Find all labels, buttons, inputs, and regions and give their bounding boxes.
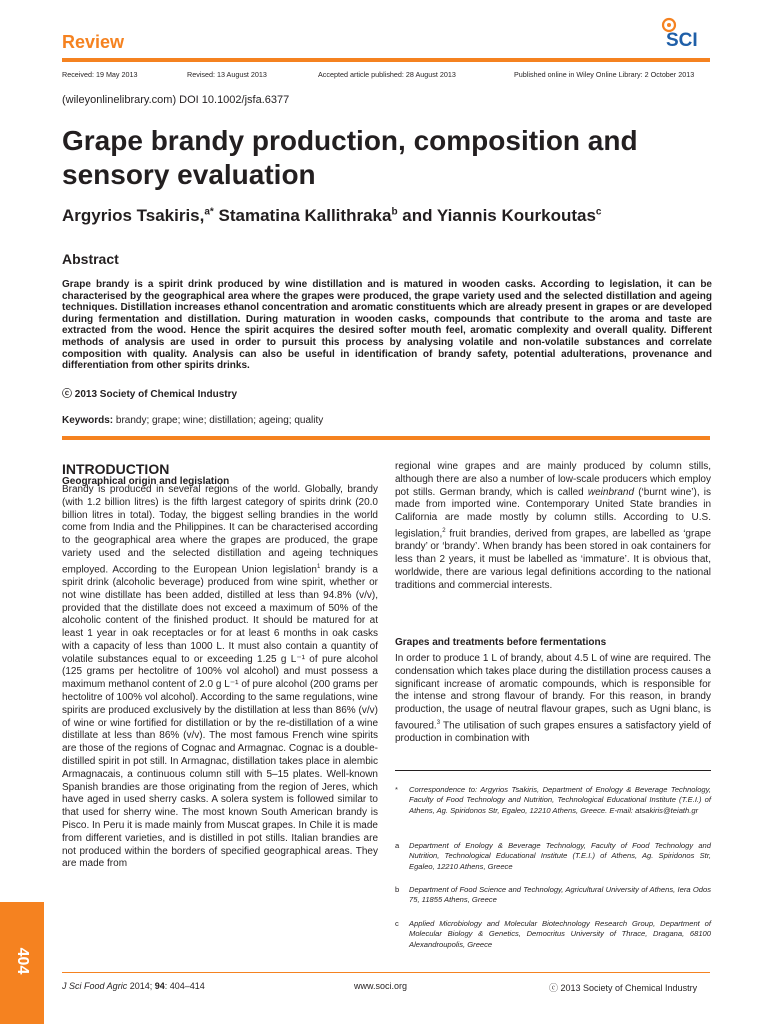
body-text: Brandy is produced in several regions of the world. Globally, brandy (with 1.2 billion litres) is the fifth largest category of spirits drink (20.0 billion litres in total). Today, the biggest selling brandies in the world come from India and the Philippines. It can be characterised according to the geographical area where the grapes are produced, the grape variety used and the selected distillation and ageing techniques employed. According to the European Union legislation bbox=[62, 484, 378, 576]
doi-line: (wileyonlinelibrary.com) DOI 10.1002/jsfa.6377 bbox=[62, 94, 290, 106]
journal-website-link[interactable]: www.soci.org bbox=[354, 981, 408, 991]
body-paragraph bbox=[62, 484, 378, 871]
footnote-affiliation bbox=[395, 841, 711, 872]
footnote-text: Department of Food Science and Technology, Agricultural University of Athens, Iera Odos 75, 11855 Athens, Greece bbox=[409, 885, 711, 905]
section-label: Review bbox=[62, 32, 125, 52]
body-text-italic: weinbrand bbox=[587, 486, 635, 498]
author-name: Argyrios Tsakiris, bbox=[62, 206, 205, 225]
journal-citation bbox=[62, 981, 205, 991]
footnote-text: Correspondence to: Argyrios Tsakiris, Department of Enology & Beverage Technology, Faculty of Food Technology and Nutrition, Technological Educational Institute (T.E.I.) of Athens, Ag. Spiridonos Str, Egaleo, 12210 Athens, Greece. E-mail: atsakiris@teiath.gr bbox=[409, 785, 711, 815]
received-date: Received: 19 May 2013 bbox=[62, 70, 138, 79]
page-number: 404 bbox=[14, 947, 31, 975]
abstract-heading: Abstract bbox=[62, 251, 119, 267]
footnote-text: Applied Microbiology and Molecular Biotechnology Research Group, Department of Molecular Biology & Genetics, Democritus University of Thrace, Dragana, 68100 Alexandroupolis, Greece bbox=[409, 919, 711, 949]
author-affil: b bbox=[391, 206, 398, 218]
author-list bbox=[62, 206, 601, 226]
body-text: The utilisation of such grapes ensures a satisfactory yield of production in combination with bbox=[395, 720, 711, 745]
footnote-affiliation bbox=[395, 919, 711, 950]
keywords-line bbox=[62, 415, 323, 426]
citation-ref: 2 bbox=[442, 527, 446, 534]
sci-logo-text: SCI bbox=[666, 30, 698, 51]
keywords-list: brandy; grape; wine; distillation; ageing; quality bbox=[113, 415, 324, 426]
body-paragraph bbox=[395, 461, 711, 592]
body-paragraph bbox=[395, 653, 711, 746]
revised-date: Revised: 13 August 2013 bbox=[187, 70, 267, 79]
journal-year: 2014; bbox=[127, 981, 155, 991]
keywords-rule bbox=[62, 436, 710, 440]
subsection-heading: Geographical origin and legislation bbox=[62, 476, 230, 487]
body-text: brandy is a spirit drink (alcoholic beverage) produced from wine spirit, whether or not wine distillate has been added, distilled at less than 94.8% (v/v), provided that the distillate does not exceed a maximum of 50% of the alcoholic content of the finished product. It should be matured for at least 1 year in oak receptacles or for at least 6 months in oak casks with a capacity of less than 1000 L. It must also contain a quantity of volatile substances equal to or exceeding 1.25 g L⁻¹ of pure alcohol (125 grams per hectolitre of 100% vol alcohol) and must possess a maximum methanol content of 2.0 g L⁻¹ of pure alcohol (200 grams per hectolitre of 100% vol alcohol). According to the same regulations, wine spirits are produced exclusively by the distillation at less than 86% (v/v) of wine or wine fortified for distillation or by the re-distillation of a wine distillate at less than 86% (v/v). The most famous French wine spirits are those of the regions of Cognac and Armagnac. Cognac is a double-distilled spirit in pot still. In Armagnac, distillation takes place in alembic Armagnacais, a continuous column still with 5–15 plates. Well-known Spanish brandies are those originating from the region of Jeres, which have aged in used sherry casks. A solera system is followed similar to that used for sherry wine. The most known South American brandy is Pisco. In Peru it is made mainly from Muscat grapes. In Chile it is made from different varieties, and is distilled in pot stills. Italian brandies are not produced within the borders of specified geographical areas. They are made from bbox=[62, 564, 378, 870]
footnote-mark: * bbox=[395, 785, 398, 794]
footnote-correspondence bbox=[395, 785, 711, 816]
footer-copyright: ⓒ 2013 Society of Chemical Industry bbox=[549, 983, 698, 993]
footnote-affiliation bbox=[395, 885, 711, 906]
section-heading: INTRODUCTION bbox=[62, 461, 170, 477]
author-affil: a* bbox=[204, 206, 214, 218]
published-date: Published online in Wiley Online Library: 2 October 2013 bbox=[514, 70, 695, 79]
header-rule bbox=[62, 58, 710, 62]
body-text: In order to produce 1 L of brandy, about 4.5 L of wine are required. The condensation which takes place during the distillation process causes a significant increase of aromatic compounds, which is responsible for the intense and strong flavour of brandy. For this reason, in brandy production, the usage of neutral flavour grapes, such as Ugni blanc, is favoured. bbox=[395, 653, 711, 732]
journal-pages: : 404–414 bbox=[164, 981, 205, 991]
body-text: (‘burnt wine’), is made from imported wine. Contemporary United State brandies in California are made mostly by column stills. According to U.S. legislation, bbox=[395, 486, 711, 540]
accepted-date: Accepted article published: 28 August 2013 bbox=[318, 70, 456, 79]
author-name: and Yiannis Kourkoutas bbox=[397, 206, 596, 225]
keywords-label: Keywords: bbox=[62, 415, 114, 426]
journal-name: J Sci Food Agric bbox=[62, 981, 128, 991]
article-title: Grape brandy production, composition and sensory evaluation bbox=[62, 125, 638, 190]
footnote-rule bbox=[395, 770, 711, 771]
abstract-text: Grape brandy is a spirit drink produced by wine distillation and is matured in wooden casks. According to legislation, it can be characterised by the geographical area where the grapes were produced, the grape variety used and the selected distillation and ageing techniques. Distillation increases ethanol concentration and aromatic constituents which are already present in grapes or are developed during fermentation and distillation. During maturation in wooden casks, compounds that contribute to the aroma and taste are extracted from the wood. Hence the spirit acquires the desired softer mouth feel, aromatic complexity and overall quality. Different methods of analysis are used in order to pursuit this process by analysing volatile and non-volatile substances and correlate composition with quality. Analysis can also be useful in identification of brandy safety, potential adulterations, provenance and differentiation from other spirits drinks. bbox=[62, 279, 712, 372]
abstract-copyright: ⓒ 2013 Society of Chemical Industry bbox=[62, 389, 238, 400]
citation-ref: 3 bbox=[436, 719, 441, 726]
body-text: fruit brandies, derived from grapes, are labelled as ‘grape brandy’ or ‘brandy’. When brandy has been stored in oak containers for less than 2 years, it must be labelled as ‘immature’. It is obvious that, worldwide, there are various legal definitions according to the national traditions and commercial interests. bbox=[395, 528, 711, 591]
subsection-heading: Grapes and treatments before fermentations bbox=[395, 637, 607, 648]
footnote-mark: a bbox=[395, 841, 400, 850]
citation-ref: 1 bbox=[316, 563, 321, 570]
footer-rule bbox=[62, 972, 710, 973]
footnote-mark: b bbox=[395, 885, 400, 894]
author-affil: c bbox=[595, 206, 602, 218]
author-name: Stamatina Kallithraka bbox=[213, 206, 392, 225]
footnote-mark: c bbox=[395, 919, 399, 928]
journal-volume: 94 bbox=[154, 981, 165, 991]
footnote-text: Department of Enology & Beverage Technology, Faculty of Food Technology and Nutrition, Technological Educational Institute (T.E.I.) of Athens, Ag. Spiridonos Str, Egaleo, 12210 Athens, Greece bbox=[409, 841, 711, 871]
body-text: regional wine grapes and are mainly produced by column stills, although there are also a number of low-scale producers which employ pot stills. German brandy, which is called bbox=[395, 461, 711, 498]
